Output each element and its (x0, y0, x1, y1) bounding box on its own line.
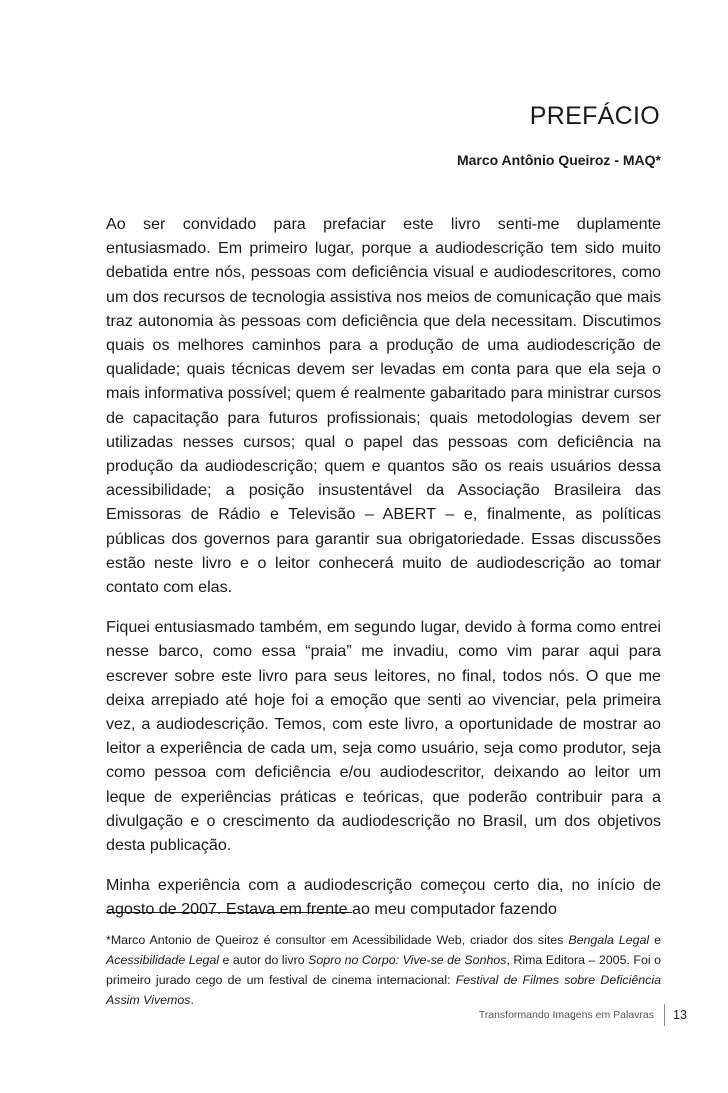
page-title: PREFÁCIO (529, 102, 660, 130)
footnote-text-5: . (190, 993, 194, 1007)
footnote-text-1: *Marco Antonio de Queiroz é consultor em Acessibilidade Web, criador dos sites (106, 933, 569, 947)
footnote (106, 930, 661, 1010)
footnote-book-title: Sopro no Corpo: Vive-se de Sonhos (308, 953, 507, 967)
author-name: Marco Antônio Queiroz - MAQ* (456, 152, 661, 168)
body-text (106, 212, 661, 938)
paragraph-2: Fiquei entusiasmado também, em segundo lugar, devido à forma como entrei nesse barco, como essa “praia” me invadiu, como vim parar aqui para escrever sobre este livro para seus leitores, no final, todos nós. O que me deixa arrepiado até hoje foi a emoção que senti ao vivenciar, pela primeira vez, a audiodescrição. Temos, com este livro, a oportunidade de mostrar ao leitor a experiência de cada um, seja como usuário, seja como produtor, seja como pessoa com deficiência e/ou audiodescritor, deixando ao leitor um leque de experiências práticas e teóricas, que poderão contribuir para a divulgação e o crescimento da audiodescrição no Brasil, um dos objetivos desta publicação. (106, 618, 661, 855)
footnote-text-3: e autor do livro (219, 953, 309, 967)
paragraph-1: Ao ser convidado para prefaciar este livro senti-me duplamente entusiasmado. Em primeiro lugar, porque a audiodescrição tem sido muito debatida entre nós, pessoas com deficiência visual e audiodescritores, como um dos recursos de tecnologia assistiva nos meios de comunicação que mais traz autonomia às pessoas com deficiência que dela necessitam. Discutimos quais os melhores caminhos para a produção de uma audiodescrição de qualidade; quais técnicas devem ser levadas em conta para que ela seja o mais informativa possível; quem é realmente gabaritado para ministrar cursos de capacitação para futuros profissionais; quais metodologias devem ser utilizadas nesses cursos; qual o papel das pessoas com deficiência na produção da audiodescrição; quem e quantos são os reais usuários dessa acessibilidade; a posição insustentável da Associação Brasileira das Emissoras de Rádio e Televisão – ABERT – e, finalmente, as políticas públicas dos governos para garantir sua obrigatoriedade. Essas discussões estão neste livro e o leitor conhecerá muito de audiodescrição ao tomar contato com elas. (106, 215, 661, 597)
footnote-site-bengala: Bengala Legal (568, 933, 650, 947)
paragraph-3: Minha experiência com a audiodescrição começou certo dia, no início de agosto de 2007. Estava em frente ao meu computador fazendo (106, 876, 661, 919)
running-footer-title: Transformando Imagens em Palavras (478, 1009, 654, 1021)
footnote-festival-title: Festival de Filmes sobre Deficiência Assim Vivemos (106, 973, 661, 1007)
footnote-site-acessibilidade: Acessibilidade Legal (106, 953, 220, 967)
footnote-rule (106, 912, 352, 913)
page-number: 13 (673, 1008, 687, 1022)
footer-divider (664, 1004, 665, 1026)
footnote-text-4: , Rima Editora – 2005. Foi o primeiro jurado cego de um festival de cinema internacional: (106, 953, 661, 987)
footnote-text-2: e (649, 933, 661, 947)
